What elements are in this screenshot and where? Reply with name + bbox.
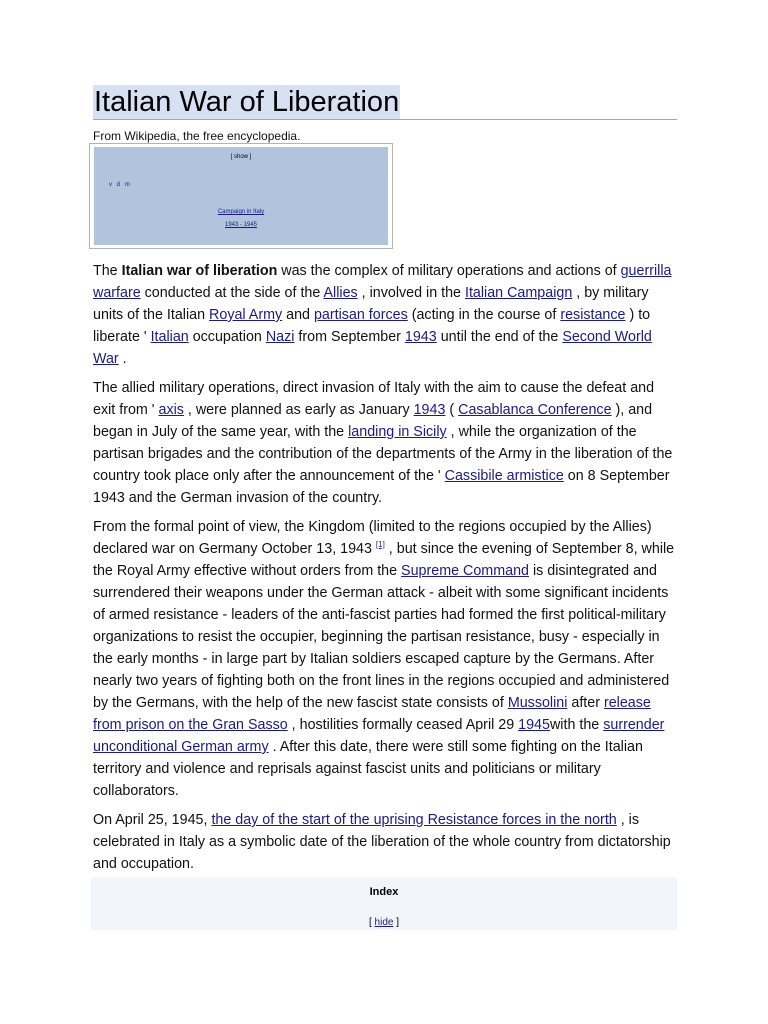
infobox-campaign-link[interactable]: Campaign in Italy xyxy=(217,209,265,215)
article-link[interactable]: 1943 xyxy=(413,402,446,418)
paragraph-text: occupation xyxy=(188,329,266,345)
reference-superscript xyxy=(376,540,385,549)
infobox-nav-links xyxy=(109,182,133,188)
infobox-panel xyxy=(94,147,388,245)
infobox-nav-view[interactable]: v xyxy=(109,182,112,188)
paragraph-text: and xyxy=(282,307,314,323)
paragraph-text: (acting in the course of xyxy=(407,307,561,323)
title-divider xyxy=(93,119,677,120)
article-link[interactable]: resistance xyxy=(560,307,626,323)
paragraph-text: , hostilities formally ceased April 29 xyxy=(287,717,519,733)
paragraph-text: From the formal point of view, the Kingdom (limited to the regions occupied by the Allies) declared war on Germany October 13, 1943 xyxy=(93,519,652,557)
article-link[interactable]: surrender unconditional German army xyxy=(93,717,665,755)
paragraph-text: The xyxy=(93,263,122,279)
paragraph-text: , is celebrated in Italy as a symbolic date of the liberation of the whole country from dictatorship and occupation. xyxy=(93,812,671,872)
article-link[interactable]: Mussolini xyxy=(507,695,568,711)
article-link[interactable]: Italian Campaign xyxy=(464,285,573,301)
article-link[interactable]: Royal Army xyxy=(209,307,283,323)
article-link[interactable]: partisan forces xyxy=(313,307,408,323)
page-title: Italian War of Liberation xyxy=(94,86,400,118)
article-paragraph xyxy=(93,516,677,802)
reference-link[interactable]: [1] xyxy=(375,540,385,549)
paragraph-text: ), and began in July of the same year, with the xyxy=(93,402,653,440)
article-link[interactable]: Second World War xyxy=(93,329,652,367)
article-paragraph xyxy=(93,809,677,875)
toc-hide-control xyxy=(91,917,677,928)
article-link[interactable]: Allies xyxy=(323,285,358,301)
article-link[interactable]: 1945 xyxy=(518,717,550,733)
paragraph-text: conducted at the side of the xyxy=(140,285,324,301)
paragraph-text: , by military units of the Italian xyxy=(93,285,649,323)
article-link[interactable]: 1943 xyxy=(404,329,437,345)
toc-bracket-open: [ xyxy=(368,917,375,928)
article-link[interactable]: guerrilla warfare xyxy=(93,263,672,301)
toc-bracket-close: ] xyxy=(393,917,400,928)
paragraph-text: , but since the evening of September 8, while the Royal Army effective without orders from the xyxy=(93,541,675,579)
article-link[interactable]: release from prison on the Gran Sasso xyxy=(93,695,651,733)
article-link[interactable]: Cassibile armistice xyxy=(444,468,564,484)
paragraph-text: . xyxy=(118,351,127,367)
paragraph-text: on 8 September 1943 and the German invasion of the country. xyxy=(93,468,670,506)
article-link[interactable]: the day of the start of the uprising Resistance forces in the north xyxy=(211,812,617,828)
article-link[interactable]: Supreme Command xyxy=(401,563,529,579)
paragraph-text: , were planned as early as January xyxy=(183,402,414,418)
article-link[interactable]: Nazi xyxy=(265,329,295,345)
paragraph-text: ) to liberate ' xyxy=(93,307,651,345)
paragraph-text: after xyxy=(567,695,604,711)
article-paragraph xyxy=(93,377,677,509)
paragraph-text: ( xyxy=(445,402,459,418)
toc-hide-link[interactable]: hide xyxy=(374,917,394,928)
article-link[interactable]: Italian xyxy=(150,329,189,345)
paragraph-text: was the complex of military operations and actions of xyxy=(277,263,621,279)
paragraph-text: from September xyxy=(294,329,405,345)
paragraph-text: until the end of the xyxy=(436,329,563,345)
article-body xyxy=(93,260,677,882)
paragraph-text: is disintegrated and surrendered their weapons under the German attack - albeit with some significant incidents of armed resistance - leaders of the anti-fascist parties had formed the first political-military organizations to resist the occupier, beginning the partisan resistance, busy - especially in the early months - in large part by Italian soldiers escaped capture by the Germans. After nearly two years of fighting both on the front lines in the regions occupied and administered by the Germans, with the help of the new fascist state consists of xyxy=(93,563,670,711)
article-link[interactable]: Casablanca Conference xyxy=(458,402,612,418)
infobox-years-link[interactable]: 1943 - 1945 xyxy=(224,222,258,228)
paragraph-text: On April 25, 1945, xyxy=(93,812,212,828)
paragraph-text: , while the organization of the partisan brigades and the contribution of the departments of the Army in the liberation of the country took place only after the announcement of the ' xyxy=(93,424,673,484)
paragraph-text: with the xyxy=(549,717,604,733)
bold-term: Italian war of liberation xyxy=(121,263,278,279)
infobox-show-toggle[interactable]: [ show ] xyxy=(230,154,252,160)
page-subtitle: From Wikipedia, the free encyclopedia. xyxy=(93,129,301,143)
article-link[interactable]: landing in Sicily xyxy=(348,424,447,440)
article-link[interactable]: axis xyxy=(158,402,184,418)
table-of-contents xyxy=(91,877,677,930)
campaign-infobox xyxy=(89,143,393,249)
article-paragraph xyxy=(93,260,677,370)
toc-title: Index xyxy=(369,886,399,898)
paragraph-text: The allied military operations, direct invasion of Italy with the aim to cause the defeat and exit from ' xyxy=(93,380,655,418)
infobox-nav-edit[interactable]: m xyxy=(124,182,130,188)
paragraph-text: . After this date, there were still some fighting on the Italian territory and violence and reprisals against fascist units and politicians or military collaborators. xyxy=(93,739,643,799)
infobox-nav-discuss[interactable]: d xyxy=(116,182,121,188)
paragraph-text: , involved in the xyxy=(357,285,465,301)
